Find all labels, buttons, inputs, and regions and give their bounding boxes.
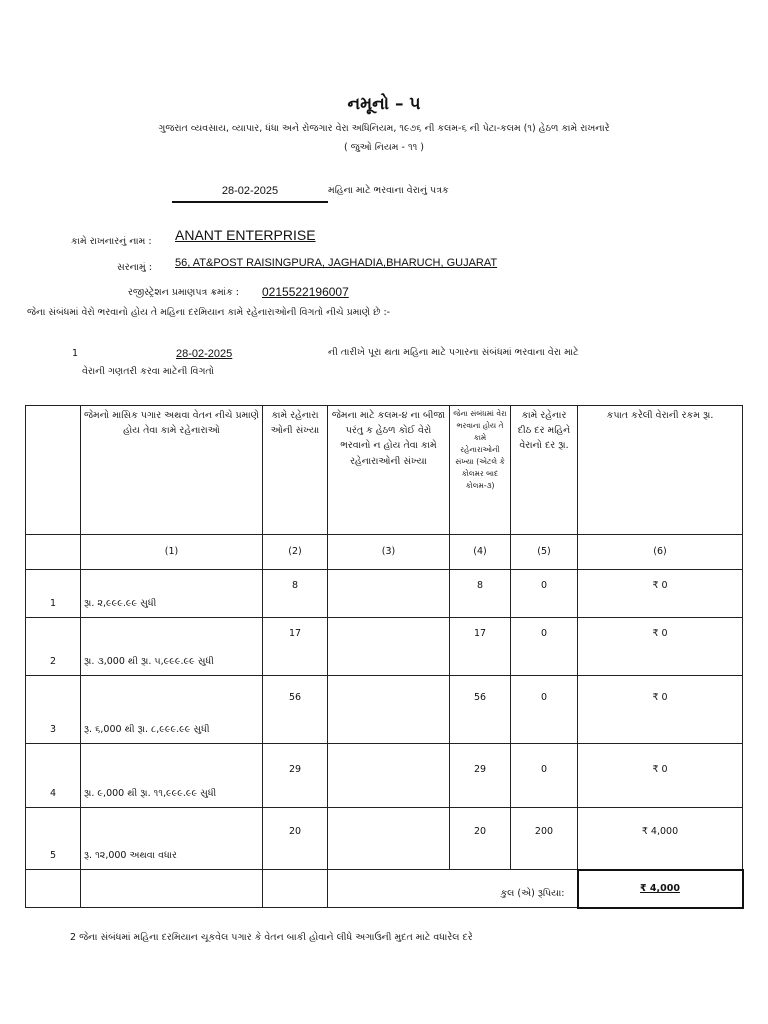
header-blank [26, 406, 81, 535]
table-row [26, 676, 743, 744]
column-number: (1) [81, 535, 263, 570]
exempt-count [328, 676, 450, 744]
tax-rate: 0 [511, 570, 578, 618]
employer-name-label: કામે રાખનારનું નામ : [71, 236, 152, 247]
exempt-count [328, 808, 450, 870]
total-blank [263, 870, 328, 908]
address-value: 56, AT&POST RAISINGPURA, JAGHADIA,BHARUCH, GUJARAT [175, 257, 498, 269]
section-date: 28-02-2025 [176, 348, 233, 360]
total-value: ₹ 4,000 [640, 882, 680, 894]
tax-table [25, 405, 744, 909]
registration-label: રજીસ્ટ્રેશન પ્રમાણપત્ર ક્રમાંક : [128, 287, 240, 298]
header-col4: જેના સંબંધમાં વેરા ભરવાના હોય તે કામે રહેનારાઓની સંખ્યા (એટલે કે કોલમર બાદ કોલમ-૩) [450, 406, 511, 535]
exempt-count [328, 570, 450, 618]
header-col3: જેમના માટે કલમ-૪ ના બીજા પરંતુ ક હેઠળ કોઈ વેરો ભરવાનો ન હોય તેવા કામે રહેનારાઓની સંખ્યા [328, 406, 450, 535]
row-number: 1 [26, 570, 81, 618]
column-number: (5) [511, 535, 578, 570]
row-number: 2 [26, 618, 81, 676]
table-header-row [26, 406, 743, 535]
total-blank [26, 870, 81, 908]
exempt-count [328, 618, 450, 676]
footer-text: 2 જેના સંબંધમાં મહિના દરમિયાન ચૂકવેલ પગાર કે વેતન બાકી હોવાને લીધે અગાઉની મુદત માટે વધારેલ દરે [70, 932, 473, 943]
section-number: 1 [72, 348, 79, 359]
exempt-count [328, 744, 450, 808]
form-subtitle: ગુજરાત વ્યવસાય, વ્યાપાર, ધંધા અને રોજગાર વેરા અધિનિયમ, ૧૯૭૬ ની કલમ-૬ ની પેટા-કલમ (૧) હેઠળ કામે રાખનારે [158, 123, 610, 134]
taxable-count: 29 [450, 744, 511, 808]
employee-count: 17 [263, 618, 328, 676]
total-blank [81, 870, 263, 908]
total-value-box [578, 870, 743, 908]
table-row [26, 744, 743, 808]
salary-range: રૂા. ૩,000 થી રૂા. ૫,૯૯૯.૯૯ સુધી [81, 618, 263, 676]
section-text: ની તારીખે પૂરા થતા મહિના માટે પગારના સંબંધમાં ભરવાના વેરા માટે [328, 347, 579, 358]
header-col6: કપાત કરેલી વેરાની રકમ રૂા. [578, 406, 743, 535]
column-number: (4) [450, 535, 511, 570]
salary-range: રૂ. ૧૨,000 અથવા વધાર [81, 808, 263, 870]
row-number: 3 [26, 676, 81, 744]
section-subtext: વેરાની ગણતરી કરવા માટેની વિગતો [82, 366, 215, 377]
salary-range: રૂ. ૬,000 થી રૂા. ૮,૯૯૯.૯૯ સુધી [81, 676, 263, 744]
header-col5: કામે રહેનાર દીઠ દર મહિને વેરાનો દર રૂા. [511, 406, 578, 535]
tax-amount: ₹ 4,000 [578, 808, 743, 870]
total-label: કુલ (એ) રૂપિયા: [328, 870, 578, 908]
tax-amount: ₹ 0 [578, 744, 743, 808]
period-label: મહિના માટે ભરવાના વેરાનું પત્રક [328, 185, 449, 196]
column-number: (2) [263, 535, 328, 570]
salary-range: રૂા. ૨,૯૯૯.૯૯ સુધી [81, 570, 263, 618]
column-number: (6) [578, 535, 743, 570]
employee-count: 56 [263, 676, 328, 744]
tax-rate: 0 [511, 744, 578, 808]
tax-amount: ₹ 0 [578, 676, 743, 744]
column-number: (3) [328, 535, 450, 570]
rule-reference: ( જુઓ નિયમ - ૧૧ ) [343, 142, 425, 153]
tax-rate: 0 [511, 618, 578, 676]
table-row [26, 618, 743, 676]
period-date: 28-02-2025 [221, 185, 279, 197]
taxable-count: 56 [450, 676, 511, 744]
form-title: નમૂનો – ૫ [347, 94, 421, 114]
row-number: 5 [26, 808, 81, 870]
column-number-blank [26, 535, 81, 570]
header-col1: જેમનો માસિક પગાર અથવા વેતન નીચે પ્રમાણે હોય તેવા કામે રહેનારાઓ [81, 406, 263, 535]
tax-rate: 200 [511, 808, 578, 870]
employee-count: 8 [263, 570, 328, 618]
intro-text: જેના સંબંધમાં વેરો ભરવાનો હોય તે મહિના દરમિયાન કામે રહેનારાઓની વિગતો નીચે પ્રમાણે છે :- [27, 307, 391, 318]
period-date-underline [172, 201, 328, 203]
salary-range: રૂા. ૯,000 થી રૂા. ૧૧,૯૯૯.૯૯ સુધી [81, 744, 263, 808]
column-number-row [26, 535, 743, 570]
employee-count: 20 [263, 808, 328, 870]
tax-amount: ₹ 0 [578, 570, 743, 618]
taxable-count: 17 [450, 618, 511, 676]
employee-count: 29 [263, 744, 328, 808]
tax-rate: 0 [511, 676, 578, 744]
registration-value: 0215522196007 [262, 285, 349, 299]
total-row [26, 870, 743, 908]
taxable-count: 20 [450, 808, 511, 870]
table-row [26, 570, 743, 618]
employer-name-value: ANANT ENTERPRISE [175, 227, 316, 243]
header-col2: કામે રહેનારા ઓની સંખ્યા [263, 406, 328, 535]
tax-amount: ₹ 0 [578, 618, 743, 676]
taxable-count: 8 [450, 570, 511, 618]
row-number: 4 [26, 744, 81, 808]
address-label: સરનામું : [117, 262, 152, 273]
table-row [26, 808, 743, 870]
